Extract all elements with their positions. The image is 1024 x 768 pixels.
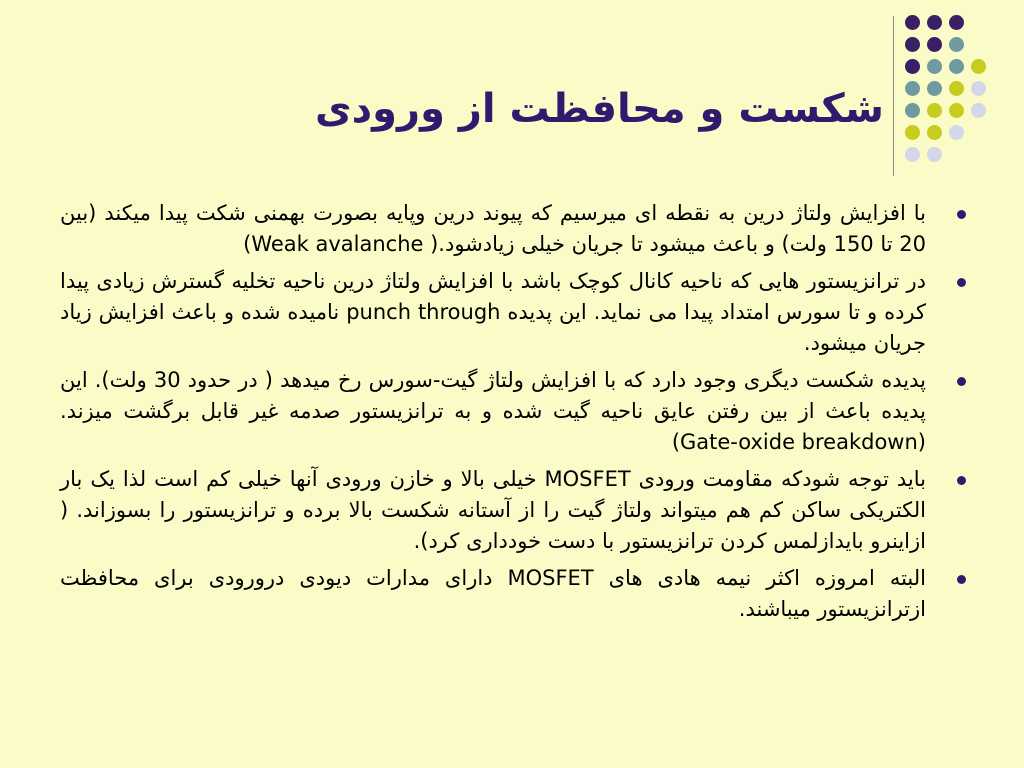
bullet-dot-icon bbox=[957, 377, 966, 386]
decorative-dot bbox=[949, 81, 964, 96]
title-divider-line bbox=[893, 16, 894, 176]
bullet-item bbox=[60, 365, 968, 458]
bullet-dot-icon bbox=[957, 575, 966, 584]
decorative-dot bbox=[949, 15, 964, 30]
bullet-item bbox=[60, 464, 968, 557]
bullet-item bbox=[60, 198, 968, 260]
decorative-dot bbox=[971, 103, 986, 118]
decorative-dot bbox=[927, 15, 942, 30]
decorative-dot bbox=[927, 125, 942, 140]
bullet-text: با افزایش ولتاژ درین به نقطه ای میرسیم که پیوند درین وپایه بصورت بهمنی شکت پیدا میکند (بین 20 تا 150 ولت) و باعث میشود تا جریان خیلی زیادشود.( Weak avalanche) bbox=[60, 201, 926, 256]
bullet-text: باید توجه شودکه مقاومت ورودی MOSFET خیلی بالا و خازن ورودی آنها خیلی کم است لذا یک بار الکتریکی ساکن کم هم میتواند ولتاژ گیت را از آستانه شکست بالا برده و ترانزیستور را بسوزاند. ( ازاینرو بایدازلمس کردن ترانزیستور با دست خودداری کرد). bbox=[60, 467, 927, 553]
bullet-dot-icon bbox=[957, 210, 966, 219]
bullet-item bbox=[60, 266, 968, 359]
decorative-dot bbox=[927, 147, 942, 162]
decorative-dot bbox=[905, 37, 920, 52]
slide-bullet-list bbox=[60, 198, 968, 631]
decorative-dot bbox=[905, 81, 920, 96]
decorative-dot bbox=[905, 103, 920, 118]
decorative-dot bbox=[927, 59, 942, 74]
bullet-text: پدیده شکست دیگری وجود دارد که با افزایش ولتاژ گیت-سورس رخ میدهد ( در حدود 30 ولت). این پدیده باعث از بین رفتن عایق ناحیه گیت شده و به ترانزیستور صدمه غیر قابل برگشت میزند. (Gate-oxide breakdown) bbox=[60, 368, 927, 454]
decorative-dot bbox=[927, 81, 942, 96]
decorative-dot bbox=[949, 37, 964, 52]
slide-title: شکست و محافظت از ورودی bbox=[314, 86, 884, 132]
decorative-dot bbox=[905, 15, 920, 30]
decorative-dot bbox=[949, 103, 964, 118]
bullet-dot-icon bbox=[957, 278, 966, 287]
decorative-dot bbox=[905, 147, 920, 162]
bullet-item bbox=[60, 563, 968, 625]
bullet-text: در ترانزیستور هایی که ناحیه کانال کوچک باشد با افزایش ولتاژ درین ناحیه تخلیه گسترش زیادی پیدا کرده و تا سورس امتداد پیدا می نماید. این پدیده punch through نامیده شده و باعث افزایش زیاد جریان میشود. bbox=[60, 269, 927, 355]
decorative-dot bbox=[905, 125, 920, 140]
decorative-dot bbox=[927, 37, 942, 52]
decorative-dot bbox=[927, 103, 942, 118]
decorative-dot bbox=[905, 59, 920, 74]
bullet-text: البته امروزه اکثر نیمه هادی های MOSFET دارای مدارات دیودی درورودی برای محافظت ازترانزیستور میباشند. bbox=[60, 566, 926, 621]
decorative-dot bbox=[971, 81, 986, 96]
decorative-dot bbox=[949, 59, 964, 74]
bullet-dot-icon bbox=[957, 476, 966, 485]
decorative-dot bbox=[949, 125, 964, 140]
decorative-dot bbox=[971, 59, 986, 74]
